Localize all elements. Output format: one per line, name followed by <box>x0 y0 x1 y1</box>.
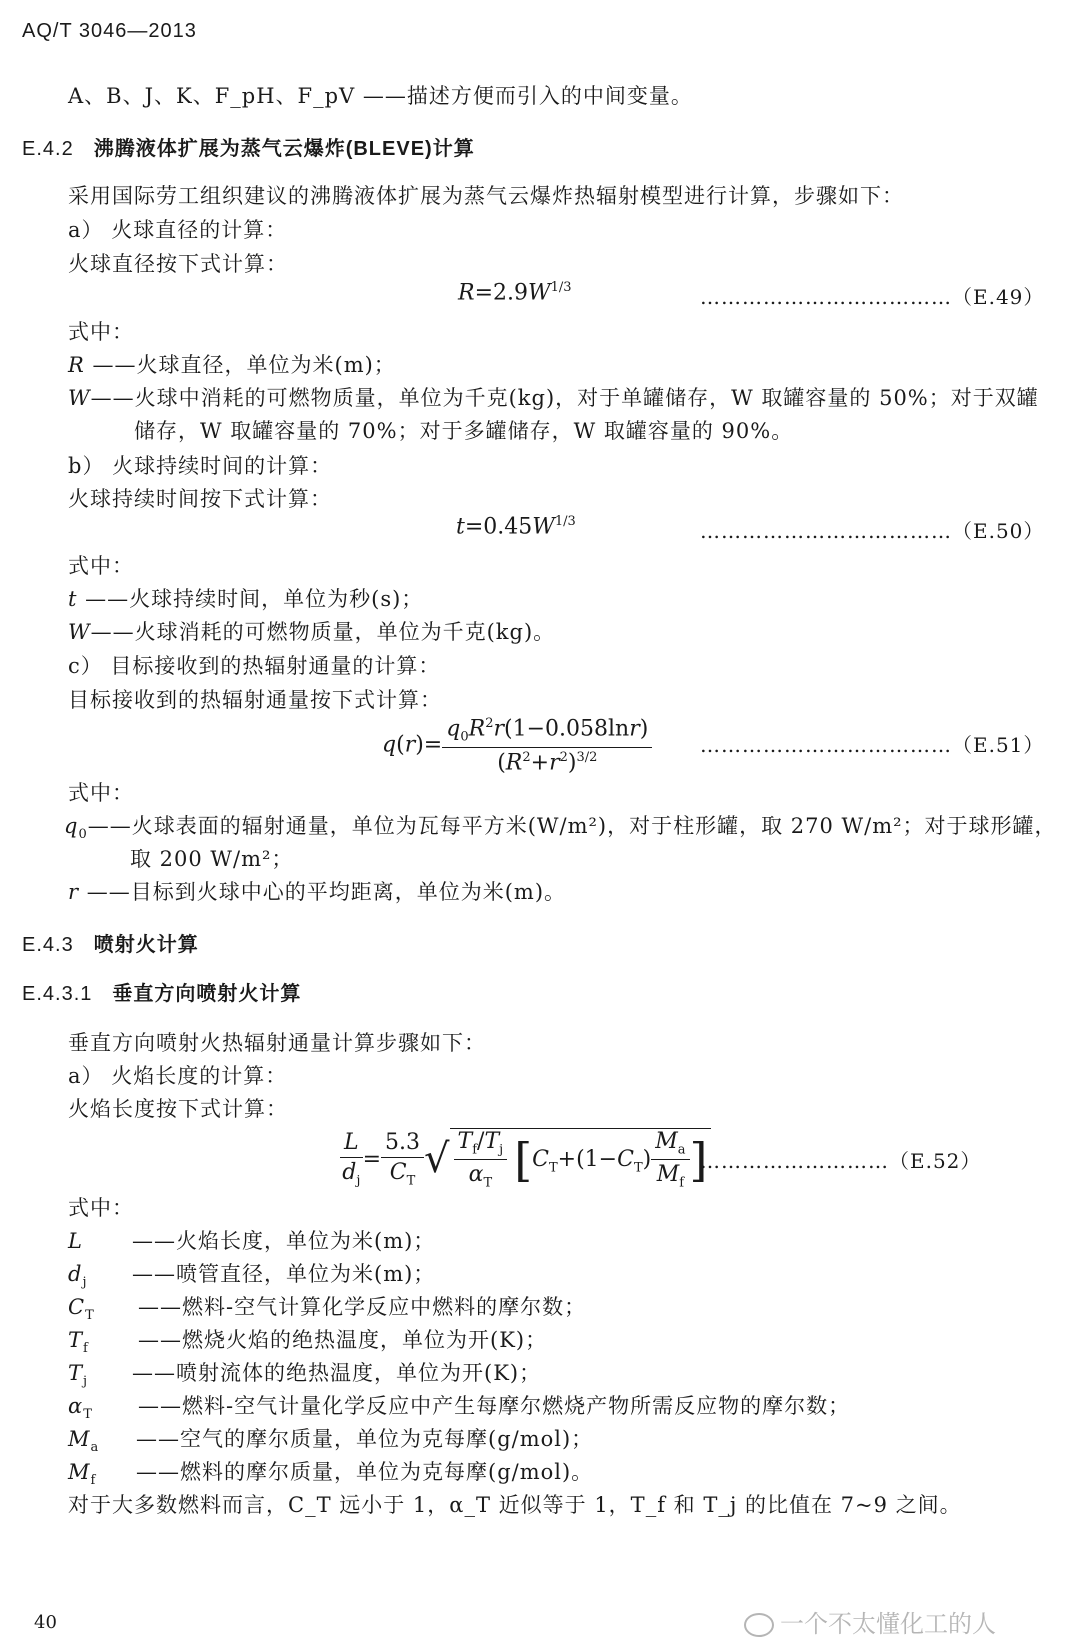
equation-e50: $t=0.45W^{1/3}$ <box>456 514 576 540</box>
intermediate-variables-line: A、B、J、K、F_pH、F_pV ——描述方便而引入的中间变量。 <box>68 84 693 108</box>
fraction: $\frac{M_a}{M_f}$ <box>651 1129 689 1191</box>
where-label: 式中： <box>68 554 134 578</box>
fraction: $\frac{q_0R^2r(1-0.058\ln r)}{(R^2+r^2)^{3/2}}$ <box>442 716 652 775</box>
section-number: E.4.3.1 <box>22 983 93 1005</box>
section-number: E.4.2 <box>22 138 74 160</box>
definition-r: r ——目标到火球中心的平均距离，单位为米(m)。 <box>68 880 567 904</box>
square-root: $\frac{T_f/T_j}{\alpha_T}$ [$C_T+(1-C_T)$ $\frac{M_a}{M_f}$ ] <box>450 1128 712 1191</box>
paragraph: 火球直径按下式计算： <box>68 252 288 276</box>
equation-e49: $R=2.9W^{1/3}$ <box>458 280 572 306</box>
definition-dj: $d_j$ ——喷管直径，单位为米(m)； <box>68 1262 436 1291</box>
standard-code-header: AQ/T 3046—2013 <box>22 20 197 42</box>
definition-W: W——火球中消耗的可燃物质量，单位为千克(kg)，对于单罐储存，W 取罐容量的 50%；对于双罐 <box>68 386 1039 410</box>
list-item-title: c） 目标接收到的热辐射通量的计算： <box>68 654 441 678</box>
paragraph: 火焰长度按下式计算： <box>68 1097 288 1121</box>
section-title: 垂直方向喷射火计算 <box>112 983 302 1005</box>
section-title: 沸腾液体扩展为蒸气云爆炸(BLEVE)计算 <box>93 138 475 160</box>
paragraph: 目标接收到的热辐射通量按下式计算： <box>68 688 442 712</box>
list-item-title: b） 火球持续时间的计算： <box>68 454 333 478</box>
fraction: $\frac{L}{d_j}$ <box>340 1130 363 1188</box>
equation-number: ………………………………（E.50） <box>700 519 1045 543</box>
definition-CT: $C_T$ ——燃料-空气计算化学反应中燃料的摩尔数； <box>68 1295 587 1324</box>
equation-number: ………………………………（E.51） <box>700 733 1045 757</box>
definition-Tj: $T_j$ ——喷射流体的绝热温度，单位为开(K)； <box>68 1361 542 1390</box>
definition-R: R ——火球直径，单位为米(m)； <box>68 353 396 377</box>
equation-e51: q(r)= $\frac{q_0R^2r(1-0.058\ln r)}{(R^2+r^2)^{3/2}}$ <box>382 716 652 775</box>
list-item-title: a） 火球直径的计算： <box>68 218 288 242</box>
watermark: 一个不太懂化工的人 <box>744 1604 996 1639</box>
section-title: 喷射火计算 <box>93 934 199 956</box>
definition-alphaT: $\alpha_T$ ——燃料-空气计量化学反应中产生每摩尔燃烧产物所需反应物的摩尔数； <box>68 1394 851 1423</box>
where-label: 式中： <box>68 1196 134 1220</box>
where-label: 式中： <box>68 781 134 805</box>
where-label: 式中： <box>68 320 134 344</box>
section-e42-heading <box>22 132 475 161</box>
definition-L: L ——火焰长度，单位为米(m)； <box>68 1229 436 1253</box>
definition-Mf: $M_f$ ——燃料的摩尔质量，单位为克每摩(g/mol)。 <box>68 1460 594 1489</box>
definition-W-continued: 储存，W 取罐容量的 70%；对于多罐储存，W 取罐容量的 90%。 <box>134 419 794 443</box>
chat-bubble-icon <box>744 1613 774 1637</box>
page-number: 40 <box>34 1612 57 1633</box>
definition-Tf: $T_f$ ——燃烧火焰的绝热温度，单位为开(K)； <box>68 1328 548 1357</box>
list-item-title: a） 火焰长度的计算： <box>68 1064 288 1088</box>
fraction: $\frac{T_f/T_j}{\alpha_T}$ <box>454 1129 508 1191</box>
definition-q0: $q_0——$火球表面的辐射通量，单位为瓦每平方米(W/m²)，对于柱形罐，取 270 W/m²；对于球形罐， <box>64 814 1057 843</box>
fraction: $\frac{5.3}{C_T}$ <box>381 1130 424 1188</box>
section-number: E.4.3 <box>22 934 74 956</box>
paragraph: 垂直方向喷射火热辐射通量计算步骤如下： <box>68 1031 486 1055</box>
section-e431-heading <box>22 977 301 1006</box>
definition-Ma: $M_a$ ——空气的摩尔质量，单位为克每摩(g/mol)； <box>68 1427 594 1456</box>
definition-t: t ——火球持续时间，单位为秒(s)； <box>68 587 424 611</box>
definition-W: W——火球消耗的可燃物质量，单位为千克(kg)。 <box>68 620 556 644</box>
section-e43-heading <box>22 928 199 957</box>
paragraph: 火球持续时间按下式计算： <box>68 487 332 511</box>
equation-number: ………………………………（E.49） <box>700 285 1045 309</box>
paragraph: 采用国际劳工组织建议的沸腾液体扩展为蒸气云爆炸热辐射模型进行计算，步骤如下： <box>68 184 904 208</box>
equation-e52: $\frac{L}{d_j}$ = $\frac{5.3}{C_T}$ √ $\frac{T_f/T_j}{\alpha_T}$ [$C_T+(1-C_T)$ $\frac{M_a}{M_f}$ ] <box>340 1128 711 1191</box>
closing-note: 对于大多数燃料而言，C_T 远小于 1，α_T 近似等于 1，T_f 和 T_j 的比值在 7~9 之间。 <box>68 1493 962 1517</box>
equation-number: ………………………（E.52） <box>700 1149 982 1173</box>
definition-q0-continued: 取 200 W/m²； <box>130 847 294 871</box>
